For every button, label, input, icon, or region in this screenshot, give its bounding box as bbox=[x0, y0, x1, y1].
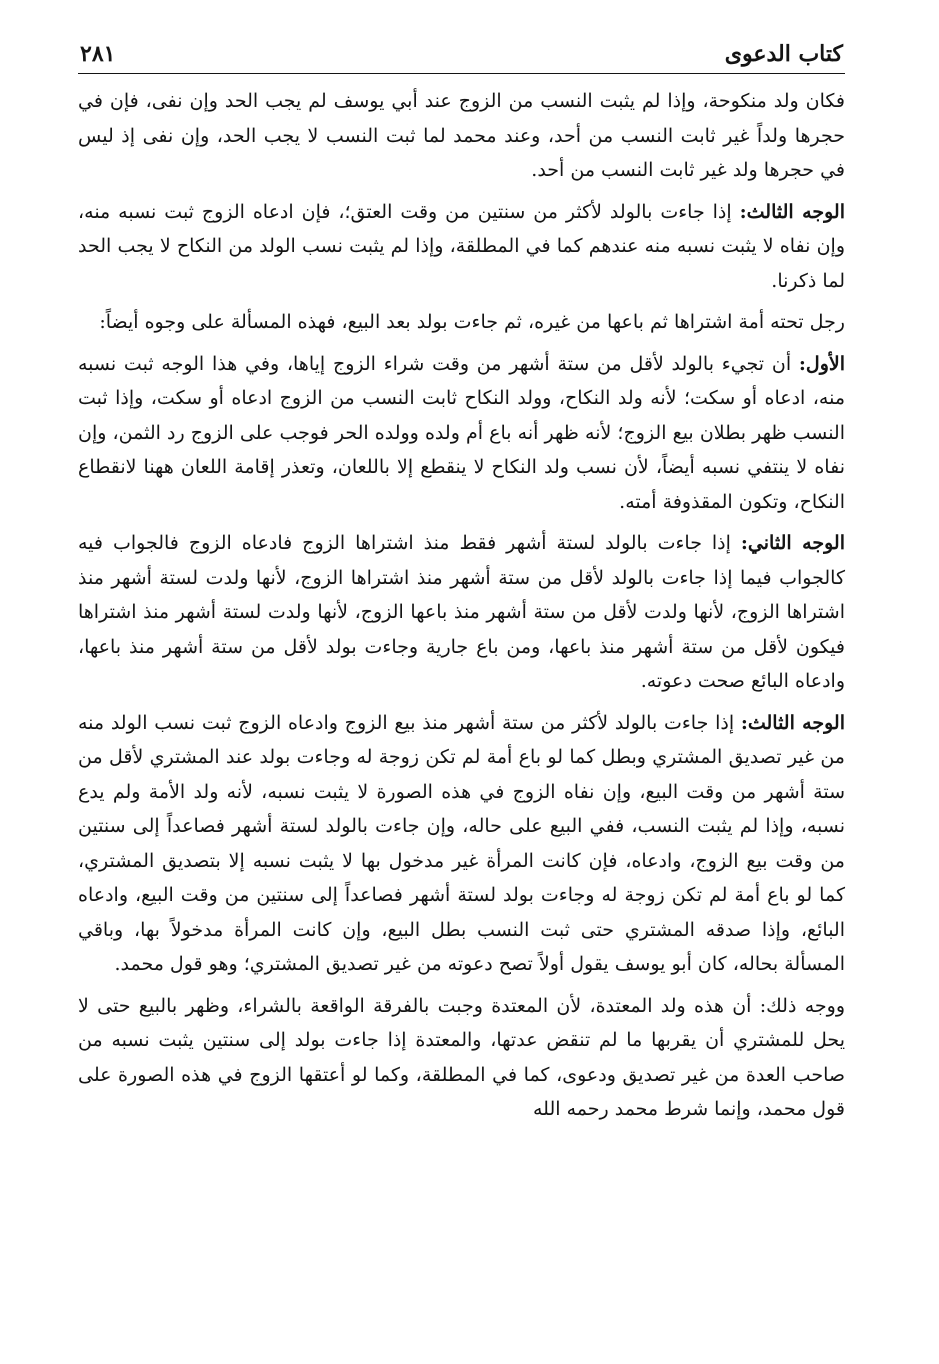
paragraph-text: إذا جاءت بالولد لأكثر من ستة أشهر منذ بيع الزوج وادعاه الزوج ثبت نسب الولد منه من غير تصديق المشتري وبطل كما لو باع أمة لم تكن زوجة له وجاءت بولد عند المشتري لأقل من ستة أشهر من وقت البيع، وإن نفاه الزوج في هذه الصورة لا يثبت نسبه، لأنه ولد الأمة ولم يدع نسبه، وإذا لم يثبت النسب، ففي البيع على حاله، وإن جاءت بالولد لستة أشهر فصاعداً إلى سنتين من وقت بيع الزوج، وادعاه، فإن كانت المرأة غير مدخول بها لا يثبت نسبه إلا بتصديق المشتري، كما لو باع أمة لم تكن زوجة له وجاءت بولد لستة أشهر فصاعداً إلى سنتين من وقت البيع، وادعاه البائع، وإذا صدقه المشتري حتى ثبت النسب بطل البيع، وإن كانت المرأة مدخولاً بها، وباقي المسألة بحاله، كان أبو يوسف يقول أولاً تصح دعوته من غير تصديق المشتري؛ وهو قول محمد. bbox=[78, 711, 845, 975]
paragraph-text: رجل تحته أمة اشتراها ثم باعها من غيره، ثم جاءت بولد بعد البيع، فهذه المسألة على وجوه أيضاً: bbox=[99, 311, 845, 333]
paragraph-heading: الوجه الثاني: bbox=[740, 532, 845, 554]
paragraph-heading: الأول: bbox=[798, 352, 845, 375]
paragraph-4 bbox=[78, 347, 845, 520]
paragraph-heading: الوجه الثالث: bbox=[740, 711, 845, 734]
page-number: ٢٨١ bbox=[80, 41, 116, 67]
paragraph-text: فكان ولد منكوحة، وإذا لم يثبت النسب من الزوج عند أبي يوسف لم يجب الحد وإن نفى، فإن في حجرها ولداً غير ثابت النسب من أحد، وعند محمد لما ثبت النسب لا يجب الحد، وإن نفى إذ ليس في حجرها ولد غير ثابت النسب من أحد. bbox=[78, 90, 845, 181]
paragraph-5 bbox=[78, 526, 845, 699]
paragraph-text: إذا جاءت بالولد لأكثر من سنتين من وقت العتق؛، فإن ادعاه الزوج ثبت نسبه منه، وإن نفاه لا يثبت نسبه منه عندهم كما في المطلقة، وإذا لم يثبت نسب الولد من النكاح لا يجب الحد لما ذكرنا. bbox=[78, 200, 845, 292]
paragraph-text: إذا جاءت بالولد لستة أشهر فقط منذ اشتراها الزوج فادعاه الزوج فالجواب فيه كالجواب فيما إذا جاءت بالولد لأقل من ستة أشهر منذ اشتراها الزوج، لأنها ولدت لستة أشهر منذ اشتراها الزوج، لأنها ولدت لأقل من ستة أشهر منذ باعها الزوج، لأنها ولدت لستة أشهر منذ اشتراها فيكون لأقل من ستة أشهر منذ باعها، ومن باع جارية وجاءت بولد لأقل من ستة أشهر منذ باعها، وادعاه البائع صحت دعوته. bbox=[78, 532, 845, 692]
page-header bbox=[78, 36, 845, 74]
paragraph-3 bbox=[78, 305, 845, 340]
paragraph-text: ووجه ذلك: أن هذه ولد المعتدة، لأن المعتدة وجبت بالفرقة الواقعة بالشراء، وظهر بالبيع حتى لا يحل للمشتري أن يقربها ما لم تنقض عدتها، والمعتدة إذا جاءت بولد إلى سنتين يثبت نسبه من صاحب العدة من غير تصديق ودعوى، كما في المطلقة، وكما لو أعتقها الزوج في هذه الصورة على قول محمد، وإنما شرط محمد رحمه الله bbox=[78, 994, 845, 1120]
paragraph-text: أن تجيء بالولد لأقل من ستة أشهر من وقت شراء الزوج إياها، وفي هذا الوجه ثبت نسبه منه، ادعاه أو سكت؛ لأنه ولد النكاح، وولد النكاح ثابت النسب من الزوج ادعاه أو سكت، وإذا ثبت النسب ظهر بطلان بيع الزوج؛ لأنه ظهر أنه باع أم ولده وولده الحر فوجب على الزوج رد الثمن، وإن نفاه لا ينتفي نسبه أيضاً، لأن نسب ولد النكاح لا ينقطع إلا باللعان، وتعذر إقامة اللعان ههنا لانقطاع النكاح، وتكون المقذوفة أمته. bbox=[78, 352, 845, 513]
page-body bbox=[78, 84, 845, 1127]
paragraph-heading: الوجه الثالث: bbox=[739, 200, 845, 223]
paragraph-1 bbox=[78, 84, 845, 188]
book-page bbox=[78, 36, 845, 1364]
paragraph-6 bbox=[78, 706, 845, 982]
paragraph-7 bbox=[78, 989, 845, 1127]
chapter-title: كتاب الدعوى bbox=[724, 41, 843, 67]
paragraph-2 bbox=[78, 195, 845, 299]
